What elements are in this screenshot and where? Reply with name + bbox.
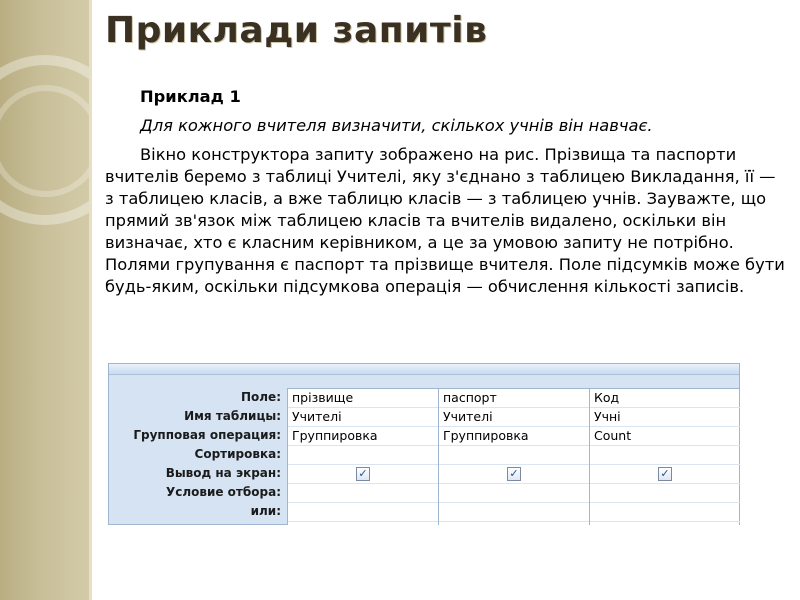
example-task: Для кожного вчителя визначити, скількох учнів він навчає. (140, 116, 653, 135)
row-label-sort: Сортировка: (194, 447, 281, 461)
grid-column-1 (287, 389, 438, 525)
group-cell[interactable]: Группировка (439, 427, 589, 446)
or-cell[interactable] (439, 503, 589, 522)
grid-top-bar (109, 364, 739, 375)
sort-cell[interactable] (590, 446, 740, 465)
row-label-field: Поле: (240, 390, 281, 404)
row-label-or: или: (250, 504, 281, 518)
or-cell[interactable] (288, 503, 438, 522)
group-cell[interactable]: Count (590, 427, 740, 446)
row-label-show: Вывод на экран: (165, 466, 281, 480)
criteria-cell[interactable] (288, 484, 438, 503)
group-cell[interactable]: Группировка (288, 427, 438, 446)
row-label-criteria: Условие отбора: (165, 485, 281, 499)
show-cell (288, 465, 438, 484)
or-cell[interactable] (590, 503, 740, 522)
show-cell (439, 465, 589, 484)
grid-row-labels (109, 388, 285, 521)
show-cell (590, 465, 740, 484)
criteria-cell[interactable] (439, 484, 589, 503)
sort-cell[interactable] (288, 446, 438, 465)
field-cell[interactable]: паспорт (439, 389, 589, 408)
criteria-cell[interactable] (590, 484, 740, 503)
field-cell[interactable]: Код (590, 389, 740, 408)
slide-content (105, 86, 785, 298)
slide-title: Приклади запитів (105, 10, 488, 51)
table-cell[interactable]: Учні (590, 408, 740, 427)
example-heading: Приклад 1 (140, 87, 241, 106)
show-checkbox[interactable]: ✓ (658, 467, 672, 481)
table-cell[interactable]: Учителі (288, 408, 438, 427)
table-cell[interactable]: Учителі (439, 408, 589, 427)
stripe-edge (89, 0, 92, 600)
query-design-grid (108, 363, 740, 525)
decorative-ring-inner (0, 85, 89, 197)
show-checkbox[interactable]: ✓ (356, 467, 370, 481)
grid-column-2 (438, 389, 589, 525)
row-label-table: Имя таблицы: (184, 409, 281, 423)
show-checkbox[interactable]: ✓ (507, 467, 521, 481)
grid-body (287, 388, 739, 525)
sort-cell[interactable] (439, 446, 589, 465)
decorative-side-stripe (0, 0, 89, 600)
example-description: Вікно конструктора запиту зображено на рис. Прізвища та паспорти вчителів беремо з таблиці Учителі, яку з'єднано з таблицею Викладання, її — з таблицею класів, а вже таблицю класів — з таблицею учнів. Зауважте, що прямий зв'язок між таблицею класів та вчителів видалено, оскільки він визначає, хто є класним керівником, а це за умовою запиту не потрібно. Полями групування є паспорт та прізвище вчителя. Поле підсумків може бути будь-яким, оскільки підсумкова операція — обчислення кількості записів. (105, 145, 785, 296)
grid-column-3 (589, 389, 740, 525)
row-label-group: Групповая операция: (133, 428, 281, 442)
field-cell[interactable]: прізвище (288, 389, 438, 408)
